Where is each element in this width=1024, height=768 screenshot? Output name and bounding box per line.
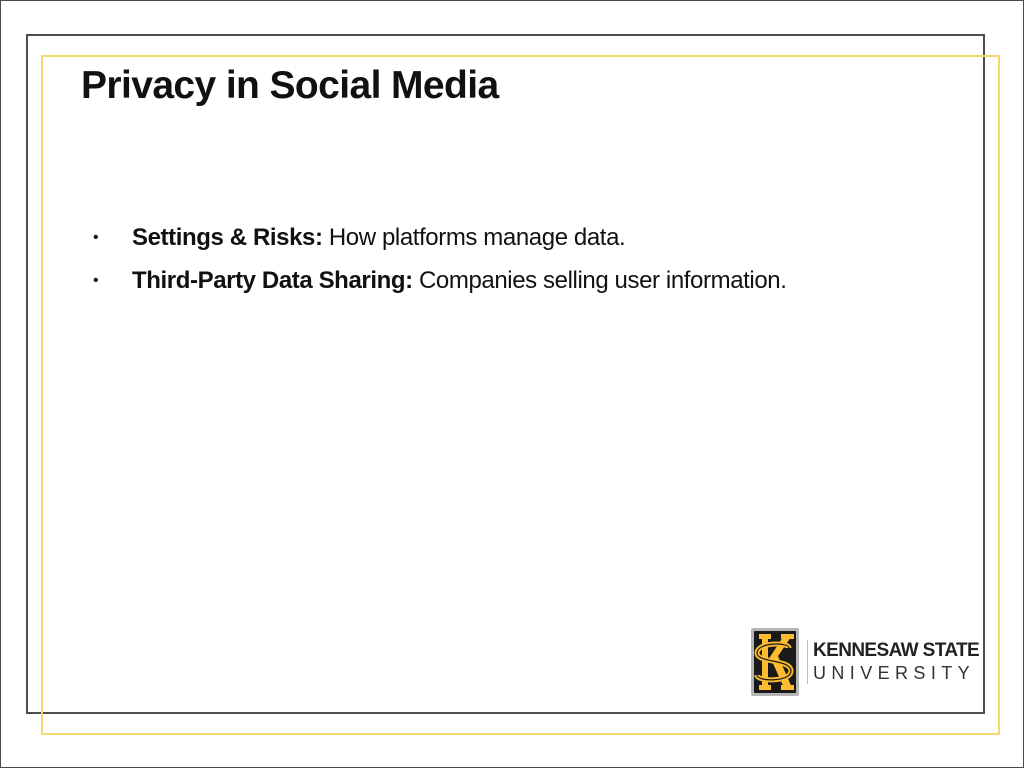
bullet-dot-icon: • [93, 229, 99, 246]
bullet-description: Companies selling user information. [412, 267, 787, 294]
bullet-description: How platforms manage data. [322, 224, 626, 251]
bullet-text [132, 220, 625, 256]
logo-divider [807, 640, 808, 684]
bullet-text [132, 263, 787, 299]
ks-monogram-icon [745, 626, 803, 698]
bullet-label: Third-Party Data Sharing: [132, 267, 413, 294]
logo-wordmark-line1: KENNESAW STATE [813, 640, 980, 661]
slide-title: Privacy in Social Media [81, 64, 499, 107]
bullet-label: Settings & Risks: [132, 224, 323, 251]
kennesaw-state-logo [745, 626, 980, 698]
bullet-dot-icon: • [93, 272, 99, 289]
logo-wordmark-line2: UNIVERSITY [813, 663, 976, 683]
